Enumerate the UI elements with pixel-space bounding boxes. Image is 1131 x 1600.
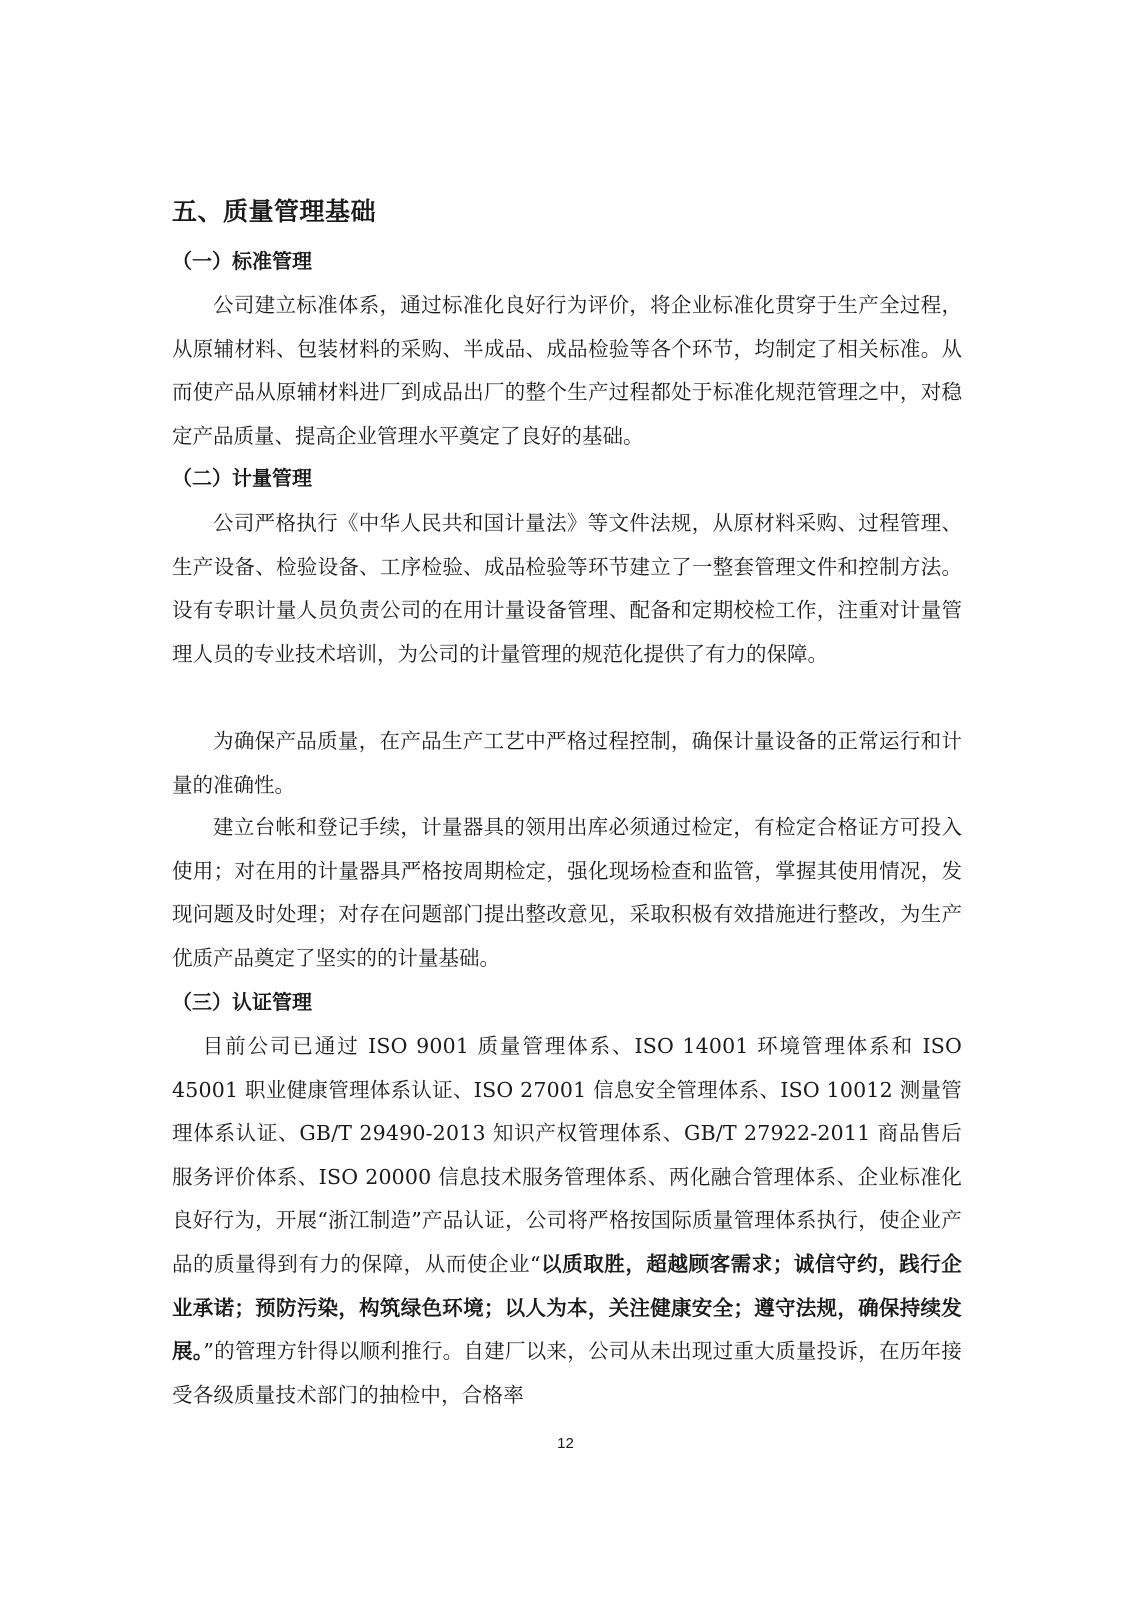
subsection-heading-certification-management: （三）认证管理: [172, 990, 312, 1014]
paragraph-metrology-1: 公司严格执行《中华人民共和国计量法》等文件法规，从原材料采购、过程管理、生产设备、检验设备、工序检验、成品检验等环节建立了一整套管理文件和控制方法。设有专职计量人员负责公司的在用计量设备管理、配备和定期校检工作，注重对计量管理人员的专业技术培训，为公司的计量管理的规范化提供了有力的保障。: [172, 511, 962, 666]
paragraph-standard-management: 公司建立标准体系，通过标准化良好行为评价，将企业标准化贯穿于生产全过程，从原辅材料、包装材料的采购、半成品、成品检验等各个环节，均制定了相关标准。从而使产品从原辅材料进厂到成品出厂的整个生产过程都处于标准化规范管理之中，对稳定产品质量、提高企业管理水平奠定了良好的基础。: [172, 293, 962, 448]
paragraph-metrology-2: 为确保产品质量，在产品生产工艺中严格过程控制，确保计量设备的正常运行和计量的准确性。: [172, 729, 962, 797]
paragraph-certification: [172, 1025, 962, 1407]
management-policy-bold: 以质取胜，超越顾客需求；诚信守约，践行企业承诺；预防污染，构筑绿色环境；以人为本，关注健康安全；遵守法规，确保持续发展。: [172, 1251, 962, 1364]
page-number: 12: [557, 1435, 574, 1452]
paragraph-metrology-3: 建立台帐和登记手续，计量器具的领用出库必须通过检定，有检定合格证方可投入使用；对在用的计量器具严格按周期检定，强化现场检查和监管，掌握其使用情况，发现问题及时处理；对存在问题部门提出整改意见，采取积极有效措施进行整改，为生产优质产品奠定了坚实的的计量基础。: [172, 815, 962, 970]
certification-text-part-1: 目前公司已通过 ISO 9001 质量管理体系、ISO 14001 环境管理体系和 ISO 45001 职业健康管理体系认证、ISO 27001 信息安全管理体系、ISO 10012 测量管理体系认证、GB/T 29490-2013 知识产权管理体系、GB/T 27922-2011 商品售后服务评价体系、ISO 20000 信息技术服务管理体系、两化融合管理体系、企业标准化良好行为，开展“浙江制造”产品认证，公司将严格按国际质量管理体系执行，使企业产品的质量得到有力的保障，从而使企业“: [172, 1034, 962, 1276]
section-title: 五、质量管理基础: [172, 197, 377, 226]
certification-text-part-2: ”的管理方针得以顺利推行。自建厂以来，公司从未出现过重大质量投诉，在历年接受各级质量技术部门的抽检中，合格率: [172, 1339, 962, 1407]
subsection-heading-metrology-management: （二）计量管理: [172, 466, 312, 490]
subsection-heading-standard-management: （一）标准管理: [172, 249, 312, 273]
